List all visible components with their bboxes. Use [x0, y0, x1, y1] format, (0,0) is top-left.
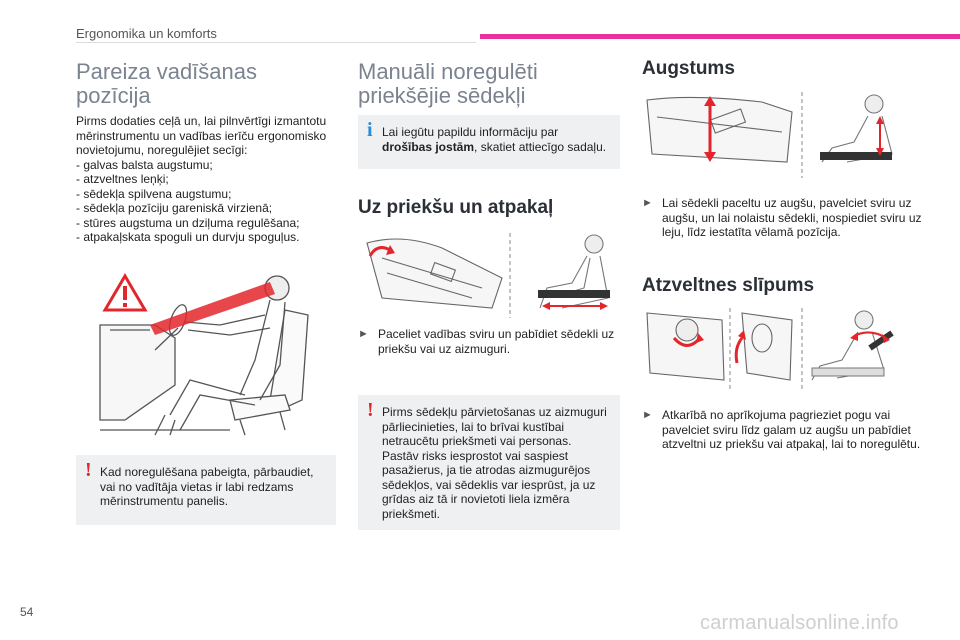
- title-line-2: priekšējie sēdekļi: [358, 83, 526, 108]
- list-item: - atzveltnes leņķi;: [76, 172, 169, 186]
- intro-paragraph: Pirms dodaties ceļā un, lai pilnvērtīgi izmantotu mērinstrumentu un vadības ierīču ergonomisko novietojumu, noregulējiet secīgi:: [76, 114, 327, 157]
- bullet-arrow-icon: ►: [642, 409, 653, 421]
- info-icon: i: [367, 119, 373, 141]
- bullet-text: Lai sēdekli paceltu uz augšu, pavelciet sviru uz augšu, un lai nolaistu sēdekli, nospiediet sviru uz leju, līdz iestatīta vēlamā pozīcija.: [662, 196, 922, 239]
- warning-text: Kad noregulēšana pabeigta, pārbaudiet, vai no vadītāja vietas ir labi redzams mērinstrumentu panelis.: [100, 465, 314, 508]
- bullet-fore-aft: [358, 327, 630, 356]
- adjustment-list: [76, 158, 338, 245]
- info-bold: drošības jostām: [382, 139, 475, 154]
- driver-position-illustration: [80, 270, 330, 445]
- bullet-arrow-icon: ►: [642, 197, 653, 209]
- header-divider: [76, 42, 476, 43]
- seat-fore-aft-illustration: [362, 228, 620, 320]
- info-text: [382, 125, 610, 154]
- bullet-text: Atkarībā no aprīkojuma pagrieziet pogu vai pavelciet sviru līdz galam uz augšu un pabīdiet atzveltni uz priekšu vai atpakaļ, lai to noregulētu.: [662, 408, 921, 451]
- subtitle-recline: Atzveltnes slīpums: [642, 275, 815, 296]
- header-accent-bar: [480, 34, 960, 39]
- warning-box-instruments: [76, 455, 336, 525]
- driving-position-text: [76, 114, 338, 245]
- info-box-seatbelts: [358, 115, 620, 169]
- info-suffix: , skatiet attiecīgo sadaļu.: [474, 139, 607, 154]
- subtitle-height: Augstums: [642, 58, 735, 79]
- bullet-recline: [642, 408, 924, 452]
- bullet-arrow-icon: ►: [358, 328, 369, 340]
- list-item: - atpakaļskata spoguli un durvju spoguļus.: [76, 230, 300, 244]
- title-line-2: pozīcija: [76, 83, 151, 108]
- list-item: - galvas balsta augstumu;: [76, 157, 213, 172]
- title-line-1: Manuāli noregulēti: [358, 59, 538, 84]
- warning-text: Pirms sēdekļu pārvietošanas uz aizmuguri pārliecinieties, lai to brīvai kustībai netraucētu priekšmeti vai personas. Pastāv risks iesprostot vai saspiest pasažierus, ja tie atrodas aizmugurējos sēdekļos, vai sēdeklis var iesprūst, ja uz grīdas aiz tā ir novietoti liela izmēra priekšmeti.: [382, 405, 607, 521]
- subtitle-forward-back: Uz priekšu un atpakaļ: [358, 197, 554, 218]
- list-item: - sēdekļa spilvena augstumu;: [76, 186, 232, 201]
- section-title: Ergonomika un komforts: [76, 26, 217, 41]
- bullet-height: [642, 196, 924, 240]
- warning-icon: !: [367, 399, 374, 421]
- warning-box-seat-move: [358, 395, 620, 530]
- title-manual-seats: [358, 60, 538, 108]
- list-item: - stūres augstuma un dziļuma regulēšana;: [76, 215, 300, 230]
- list-item: - sēdekļa pozīciju gareniskā virzienā;: [76, 201, 273, 215]
- watermark: carmanualsonline.info: [700, 612, 899, 634]
- page-number: 54: [20, 605, 34, 619]
- title-line-1: Pareiza vadīšanas: [76, 59, 257, 84]
- info-prefix: Lai iegūtu papildu informāciju par: [382, 125, 559, 139]
- seat-recline-illustration: [642, 308, 904, 390]
- seat-height-illustration: [642, 92, 904, 178]
- bullet-text: Paceliet vadības sviru un pabīdiet sēdekli uz priekšu vai uz aizmuguri.: [378, 327, 615, 356]
- title-driving-position: [76, 60, 257, 108]
- warning-icon: !: [85, 459, 92, 481]
